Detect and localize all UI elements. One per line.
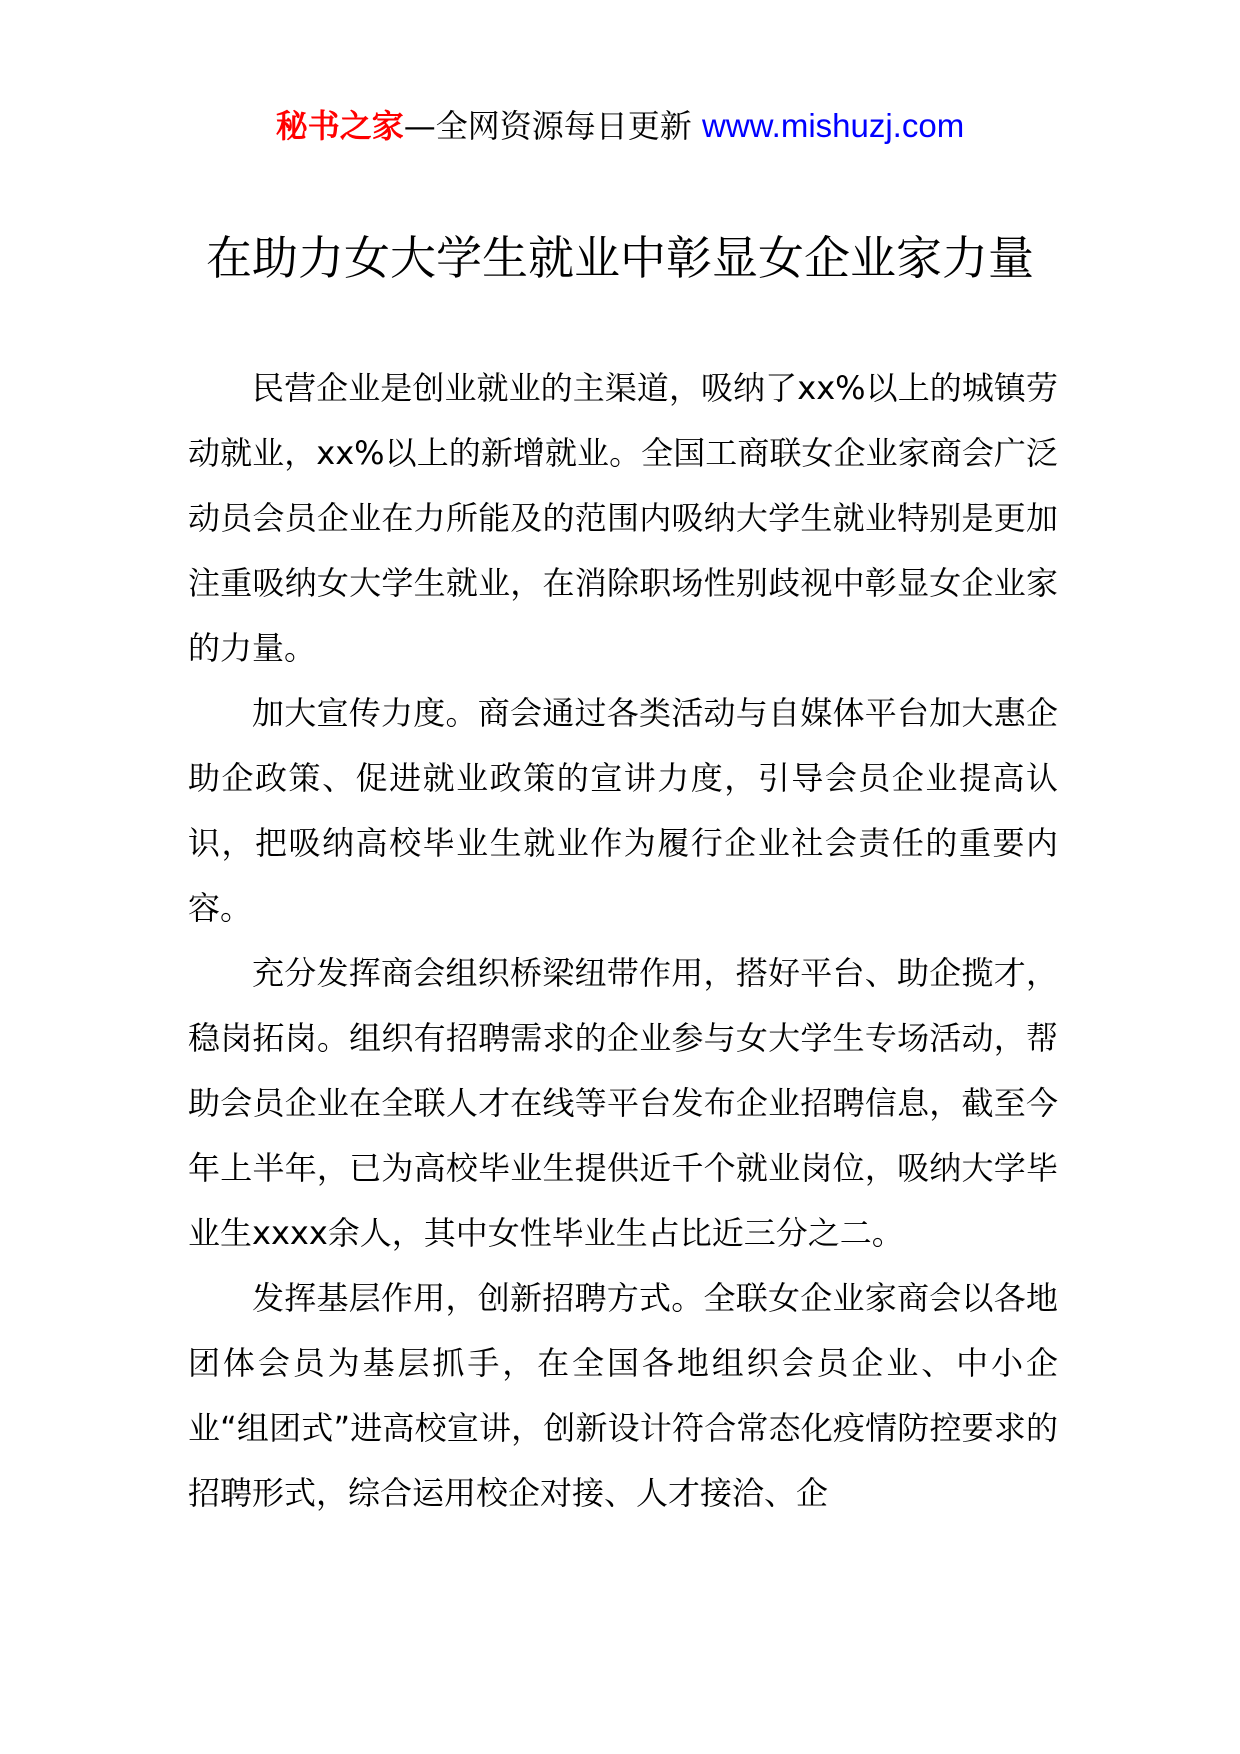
body-paragraph: 民营企业是创业就业的主渠道，吸纳了xx%以上的城镇劳动就业，xx%以上的新增就业。全国工商联女企业家商会广泛动员会员企业在力所能及的范围内吸纳大学生就业特别是更加注重吸纳女大学生就业，在消除职场性别歧视中彰显女企业家的力量。 xyxy=(188,369,1058,667)
body-paragraph: 发挥基层作用，创新招聘方式。全联女企业家商会以各地团体会员为基层抓手，在全国各地组织会员企业、中小企业“组团式”进高校宣讲，创新设计符合常态化疫情防控要求的招聘形式，综合运用校企对接、人才接洽、企 xyxy=(188,1279,1058,1512)
body-paragraph: 充分发挥商会组织桥梁纽带作用，搭好平台、助企揽才，稳岗拓岗。组织有招聘需求的企业参与女大学生专场活动，帮助会员企业在全联人才在线等平台发布企业招聘信息，截至今年上半年，已为高校毕业生提供近千个就业岗位，吸纳大学毕业生xxxx余人，其中女性毕业生占比近三分之二。 xyxy=(188,954,1058,1252)
site-header xyxy=(0,102,1240,150)
site-brand: 秘书之家 xyxy=(275,107,404,145)
document-title: 在助力女大学生就业中彰显女企业家力量 xyxy=(206,231,1034,285)
site-tagline: —全网资源每日更新 xyxy=(403,107,702,145)
document-body xyxy=(188,356,1058,1526)
site-url-link[interactable]: www.mishuzj.com xyxy=(701,107,965,144)
body-paragraph: 加大宣传力度。商会通过各类活动与自媒体平台加大惠企助企政策、促进就业政策的宣讲力度，引导会员企业提高认识，把吸纳高校毕业生就业作为履行企业社会责任的重要内容。 xyxy=(188,694,1058,927)
